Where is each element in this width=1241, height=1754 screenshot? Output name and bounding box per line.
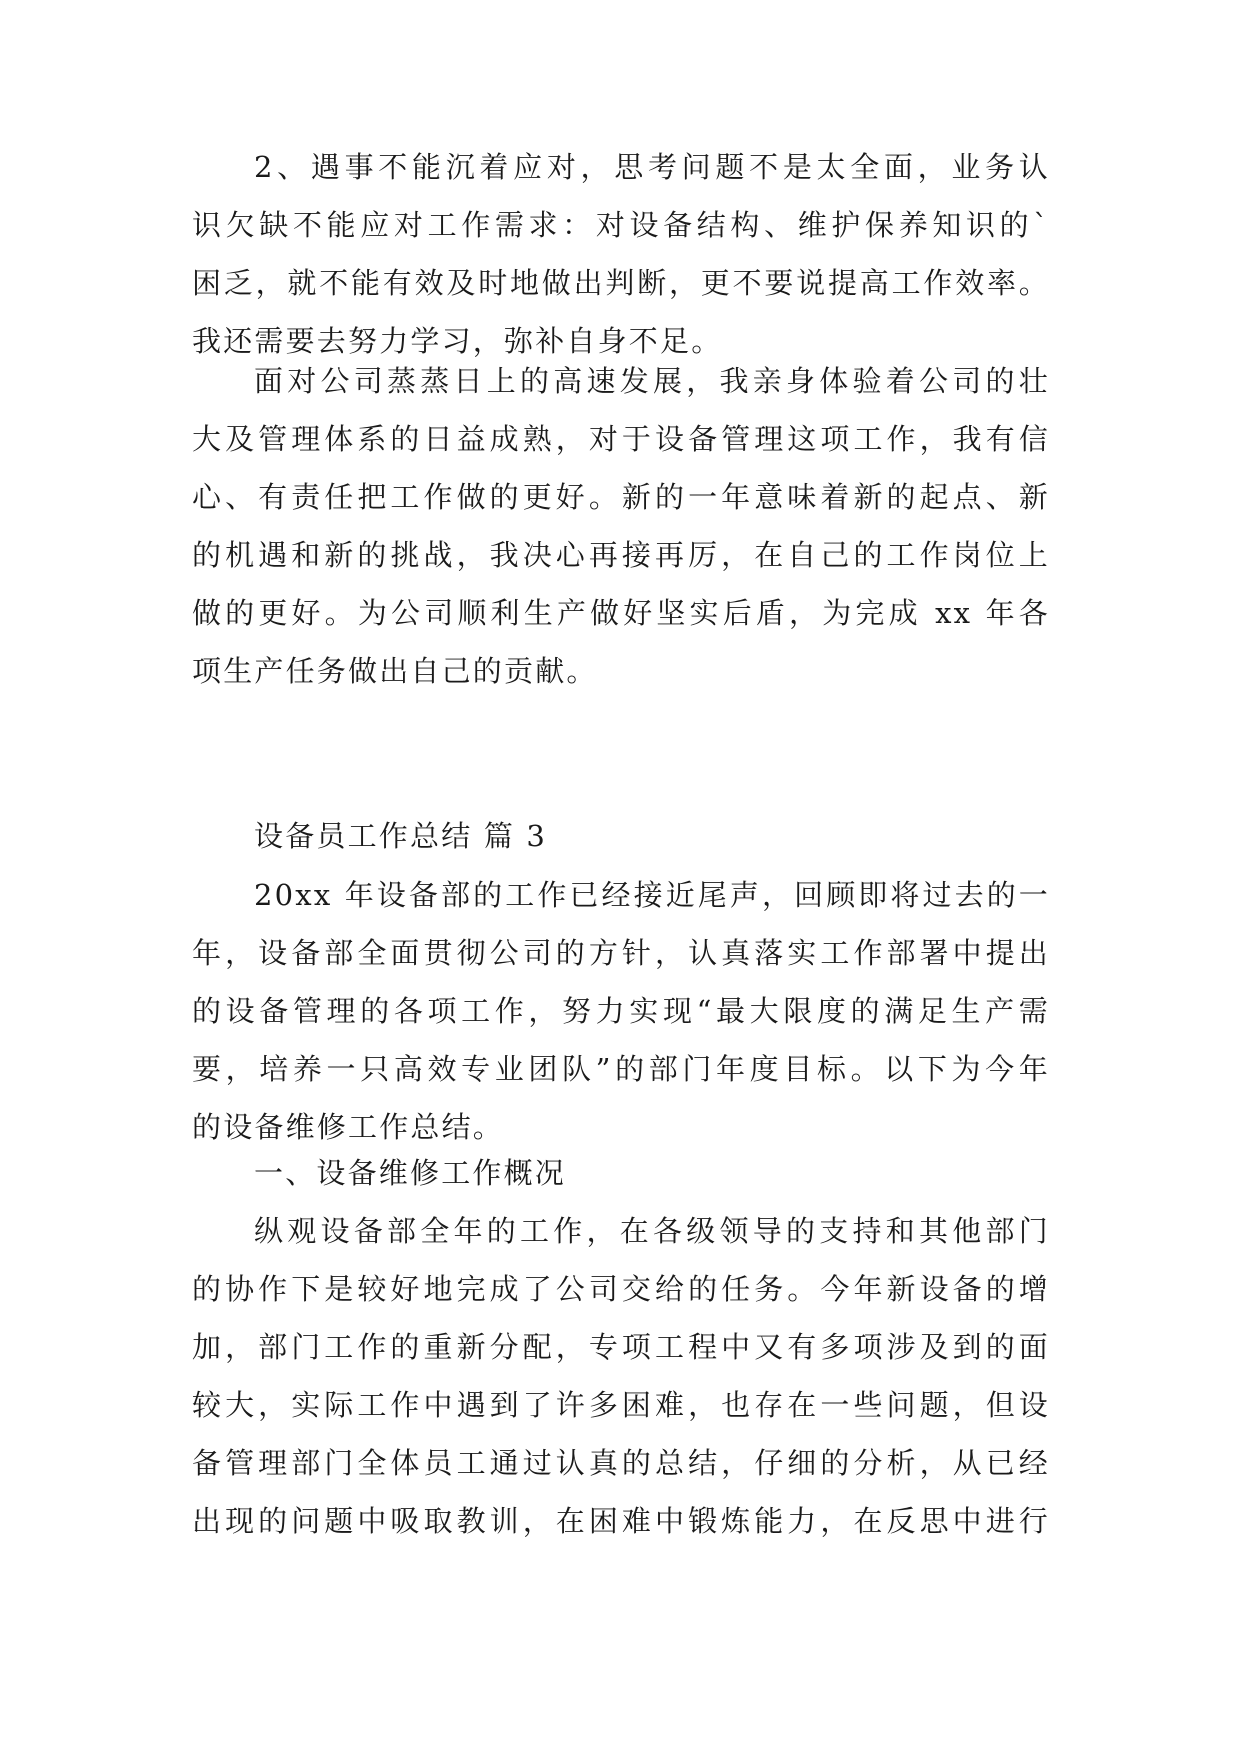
paragraph-intro: [192, 866, 1050, 1156]
text-line: 较大，实际工作中遇到了许多困难，也存在一些问题，但设: [192, 1388, 1050, 1422]
text-line: 做的更好。为公司顺利生产做好坚实后盾，为完成 xx 年各: [192, 596, 1050, 630]
text-line: 加，部门工作的重新分配，专项工程中又有多项涉及到的面: [192, 1330, 1050, 1364]
text-line: 20xx 年设备部的工作已经接近尾声，回顾即将过去的一: [254, 878, 1050, 912]
section-title-text: 设备员工作总结 篇 3: [254, 819, 548, 853]
section-title: [192, 807, 1050, 865]
text-line: 的机遇和新的挑战，我决心再接再厉，在自己的工作岗位上: [192, 538, 1050, 572]
text-line: 项生产任务做出自己的贡献。: [192, 654, 598, 688]
text-line: 心、有责任把工作做的更好。新的一年意味着新的起点、新: [192, 480, 1050, 514]
text-line: 大及管理体系的日益成熟，对于设备管理这项工作，我有信: [192, 422, 1050, 456]
text-line: 的协作下是较好地完成了公司交给的任务。今年新设备的增: [192, 1272, 1050, 1306]
paragraph-outlook: [192, 352, 1050, 700]
text-line: 面对公司蒸蒸日上的高速发展，我亲身体验着公司的壮: [254, 364, 1050, 398]
text-line: 困乏，就不能有效及时地做出判断，更不要说提高工作效率。: [192, 266, 1050, 300]
subheading-text: 一、设备维修工作概况: [254, 1156, 567, 1190]
text-line: 的设备管理的各项工作，努力实现“最大限度的满足生产需: [192, 994, 1050, 1028]
subheading: [192, 1144, 1050, 1202]
text-line: 出现的问题中吸取教训，在困难中锻炼能力，在反思中进行: [192, 1504, 1050, 1538]
text-line: 纵观设备部全年的工作，在各级领导的支持和其他部门: [254, 1214, 1050, 1248]
paragraph-shortcomings: [192, 138, 1050, 370]
text-line: 要，培养一只高效专业团队”的部门年度目标。以下为今年: [192, 1052, 1050, 1086]
text-line: 年，设备部全面贯彻公司的方针，认真落实工作部署中提出: [192, 936, 1050, 970]
text-line: 2、遇事不能沉着应对，思考问题不是太全面，业务认: [254, 150, 1050, 184]
text-line: 的设备维修工作总结。: [192, 1110, 505, 1144]
text-line: 备管理部门全体员工通过认真的总结，仔细的分析，从已经: [192, 1446, 1050, 1480]
text-line: 我还需要去努力学习，弥补自身不足。: [192, 324, 723, 358]
paragraph-overview: [192, 1202, 1050, 1550]
text-line: 识欠缺不能应对工作需求：对设备结构、维护保养知识的`: [192, 208, 1050, 242]
